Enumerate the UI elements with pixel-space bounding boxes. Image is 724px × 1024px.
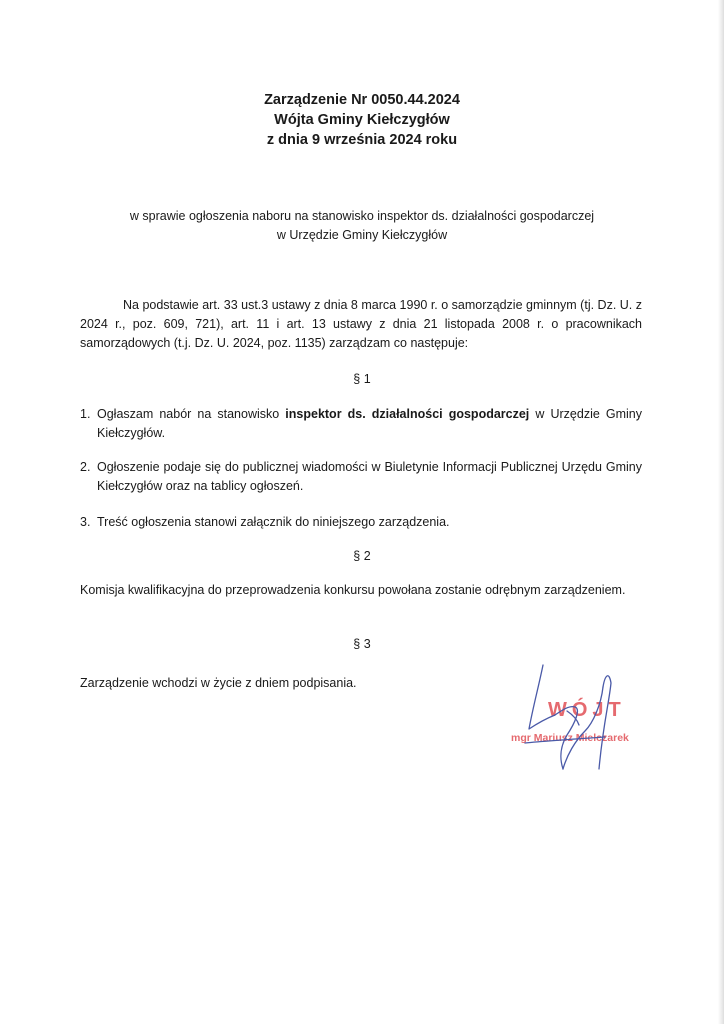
section-1-item-2 xyxy=(80,458,642,496)
position-name: inspektor ds. działalności gospodarczej xyxy=(285,407,530,421)
document-title xyxy=(0,90,724,150)
item-number: 3. xyxy=(80,515,91,529)
stamp-title: WÓJT xyxy=(548,699,626,721)
section-3-heading: § 3 xyxy=(353,637,371,651)
handwritten-signature-icon xyxy=(505,645,655,775)
title-line-2: Wójta Gminy Kiełczygłów xyxy=(274,112,450,128)
section-1-heading: § 1 xyxy=(353,372,371,386)
item-text: Ogłoszenie podaje się do publicznej wiadomości w Biuletynie Informacji Publicznej Urzędu Gminy Kiełczygłów oraz na tablicy ogłoszeń. xyxy=(97,460,642,493)
section-2-heading: § 2 xyxy=(353,549,371,563)
scan-edge xyxy=(718,0,724,1024)
item-number: 2. xyxy=(80,460,91,474)
subject-line-2: w Urzędzie Gminy Kiełczygłów xyxy=(276,228,448,242)
item-text-start: Ogłaszam nabór na stanowisko xyxy=(97,407,286,421)
item-text-end: w Urzędzie Gminy Kiełczygłów. xyxy=(97,407,642,440)
section-3-text: Zarządzenie wchodzi w życie z dniem podpisania. xyxy=(80,676,357,690)
document-subject xyxy=(0,207,724,245)
subject-line-1: w sprawie ogłoszenia naboru na stanowisko inspektor ds. działalności gospodarczej xyxy=(129,209,595,223)
section-1-item-3 xyxy=(80,513,642,532)
stamp-name: mgr Mariusz Mielczarek xyxy=(511,732,629,744)
legal-basis-paragraph: Na podstawie art. 33 ust.3 ustawy z dnia 8 marca 1990 r. o samorządzie gminnym (tj. Dz. U. z 2024 r., poz. 609, 721), art. 11 i art. 13 ustawy z dnia 21 listopada 2008 r. o pracownikach samorządowych (t.j. Dz. U. 2024, poz. 1135) zarządzam co następuje: xyxy=(80,298,642,350)
title-line-3: z dnia 9 września 2024 roku xyxy=(266,132,458,148)
official-stamp xyxy=(505,645,655,775)
section-2-text: Komisja kwalifikacyjna do przeprowadzenia konkursu powołana zostanie odrębnym zarządzeniem. xyxy=(80,583,626,597)
title-line-1: Zarządzenie Nr 0050.44.2024 xyxy=(264,92,460,108)
item-text: Treść ogłoszenia stanowi załącznik do niniejszego zarządzenia. xyxy=(97,515,450,529)
section-1-item-1 xyxy=(80,405,642,443)
item-number: 1. xyxy=(80,407,91,421)
